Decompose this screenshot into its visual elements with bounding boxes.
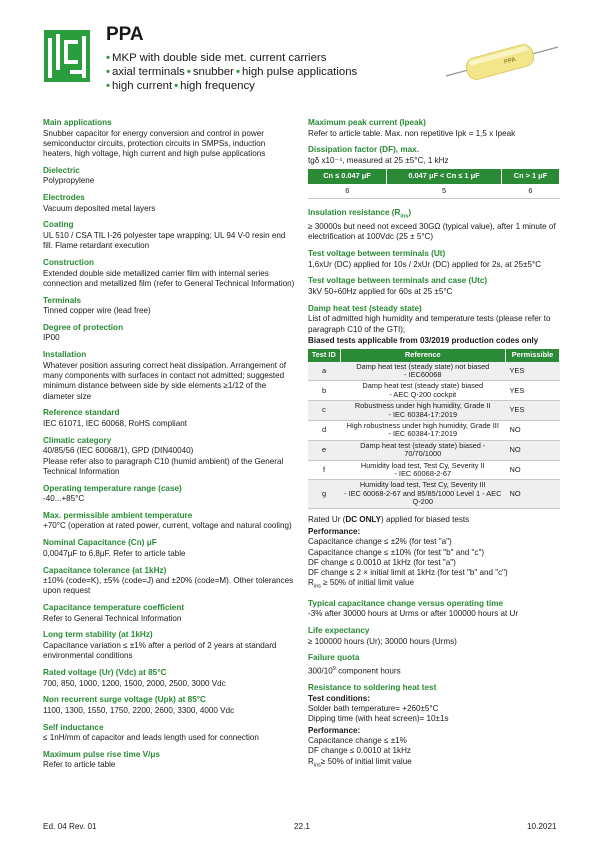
table-row [308, 420, 560, 440]
spec-text: IP00 [43, 333, 60, 343]
table-row [308, 362, 560, 381]
spec-title: Rated voltage (Ur) (Vdc) at 85°C [43, 668, 167, 678]
dh-cell-ref: Robustness under high humidity, Grade II - IEC 60384-17:2019 [340, 401, 506, 421]
dh-cell-id: b [308, 381, 340, 401]
dh-cell-perm: NO [506, 420, 560, 440]
dh-cell-perm: YES [506, 401, 560, 421]
spec-section [43, 408, 295, 429]
spec-text: Extended double side metallized carrier film with internal series connection and metallized film (refer to General Technical Information) [43, 268, 295, 288]
spec-section [43, 511, 295, 532]
spec-text: Tinned copper wire (lead free) [43, 306, 151, 316]
peak-current-text: Refer to article table. Max. non repetitive Ipk = 1,5 x Ipeak [308, 128, 516, 138]
dh-cell-id: d [308, 420, 340, 440]
performance-line: Capacitance change ≤ ±2% (for test "a") [308, 537, 452, 547]
spec-title: Non recurrent surge voltage (Upk) at 85°C [43, 695, 206, 705]
performance-list [308, 537, 560, 578]
spec-section [43, 220, 295, 251]
subtitle-item: MKP with double side met. current carriers [112, 52, 327, 64]
spec-section [43, 723, 295, 744]
dissipation-title: Dissipation factor (DF), max. [308, 145, 420, 155]
spec-section [43, 118, 295, 159]
spec-section [43, 630, 295, 661]
spec-title: Degree of protection [43, 322, 124, 332]
test-voltage-terminals-text: 1,6xUr (DC) applied for 10s / 2xUr (DC) applied for 2s, at 25±5°C [308, 259, 542, 269]
peak-current-title: Maximum peak current (Ipeak) [308, 118, 426, 127]
spec-title: Capacitance tolerance (at 1kHz) [43, 565, 167, 575]
soldering-performance: DF change ≤ 0.0010 at 1kHz [308, 746, 411, 756]
bullet-icon: • [235, 66, 240, 78]
dh-cell-id: e [308, 440, 340, 460]
spec-text: ±10% (code=K), ±5% (code=J) and ±20% (code=M). Other tolerances upon request [43, 576, 294, 596]
rated-ur-note: Rated Ur (DC ONLY) applied for biased tests [308, 514, 470, 524]
spec-title: Reference standard [43, 408, 120, 418]
life-expectancy-title: Life expectancy [308, 626, 370, 636]
dh-cell-ref: Damp heat test (steady state) biased - AEC Q-200 cockpit [340, 381, 506, 401]
spec-text: 0,0047μF to 6,8μF. Refer to article table [43, 548, 186, 558]
footer-page: 22.1 [294, 822, 310, 831]
bullet-icon: • [106, 80, 110, 92]
spec-title: Self inductance [43, 722, 104, 732]
dh-header-reference: Reference [340, 349, 506, 361]
capacitor-label: PPA [503, 57, 517, 66]
subtitle-item: high current [112, 80, 173, 92]
subtitle-item: high frequency [180, 80, 255, 92]
spec-title: Climatic category [43, 435, 112, 445]
spec-text: UL 510 / CSA TIL I-26 polyester tape wrapping; UL 94 V-0 resin end fill. Flame retardant execution [43, 230, 286, 251]
soldering-condition: Dipping time (with heat screen)= 10±1s [308, 714, 449, 724]
test-voltage-terminals-title: Test voltage between terminals (Ut) [308, 249, 446, 259]
soldering-performance-title: Performance: [308, 725, 361, 735]
company-logo [44, 30, 90, 82]
spec-text: Refer to article table [43, 760, 116, 770]
performance-title: Performance: [308, 526, 361, 536]
spec-section [43, 323, 295, 344]
damp-heat-table [308, 349, 560, 509]
spec-text: Capacitance variation ≤ ±1% after a period of 2 years at standard environmental conditions [43, 640, 277, 661]
dh-header-id: Test ID [308, 349, 340, 361]
bullet-icon: • [174, 80, 179, 92]
dh-cell-perm: NO [506, 460, 560, 480]
performance-line: DF change ≤ 2 × initial limit at 1kHz (for test "b" and "c") [308, 568, 508, 578]
failure-quota-text: $300/10^9$ component hours [308, 665, 401, 676]
dissipation-table [308, 169, 560, 199]
subtitle-item: snubber [192, 66, 234, 78]
table-row [308, 440, 560, 460]
table-row [308, 401, 560, 421]
performance-line: Capacitance change ≤ ±10% (for test "b" and "c") [308, 547, 485, 557]
failure-quota-title: Failure quota [308, 653, 360, 663]
dh-cell-perm: NO [506, 440, 560, 460]
dh-header-permissible: Permissible [506, 349, 560, 361]
soldering-condition: Solder bath temperature= +260±5°C [308, 704, 439, 714]
bullet-icon: • [106, 66, 110, 78]
spec-text: Refer to General Technical Information [43, 613, 182, 623]
table-row [308, 460, 560, 480]
spec-text: IEC 61071, IEC 60068, RoHS compliant [43, 418, 187, 428]
footer-date: 10.2021 [527, 822, 557, 831]
spec-title: Maximum pulse rise time V/μs [43, 749, 160, 759]
soldering-rins: $R_{ins}\ge 50\%$ of initial limit value [308, 756, 412, 769]
typical-change-title: Typical capacitance change versus operating time [308, 598, 504, 608]
performance-line: DF change ≤ 0.0010 at 1kHz (for test "a") [308, 557, 456, 567]
df-value: 6 [501, 184, 559, 199]
dh-cell-ref: Damp heat test (steady state) biased - 70/70/1000 [340, 440, 506, 460]
spec-section [43, 668, 295, 689]
dh-cell-perm: YES [506, 381, 560, 401]
damp-heat-title: Damp heat test (steady state) [308, 303, 422, 313]
spec-section [43, 350, 295, 402]
df-header: Cn > 1 μF [501, 169, 559, 183]
spec-title: Capacitance temperature coefficient [43, 603, 185, 613]
table-row [308, 381, 560, 401]
product-title: PPA [106, 24, 144, 45]
dh-cell-ref: High robustness under high humidity, Grade III - IEC 60384-17:2019 [340, 420, 506, 440]
left-column [43, 118, 295, 777]
footer-edition: Ed. 04 Rev. 01 [43, 822, 97, 831]
spec-section [43, 296, 295, 317]
spec-text: 700, 850, 1000, 1200, 1500, 2000, 2500, 3000 Vdc [43, 678, 226, 688]
spec-text: Snubber capacitor for energy conversion and control in power semiconductor circuits, protection circuits in SMPSs, induction heaters, high voltage, high current and high pulse applications [43, 128, 266, 159]
subtitle-item: axial terminals [112, 66, 185, 78]
spec-section [43, 258, 295, 289]
spec-title: Max. permissible ambient temperature [43, 510, 193, 520]
spec-title: Construction [43, 258, 94, 268]
spec-section [43, 695, 295, 716]
spec-title: Dielectric [43, 165, 80, 175]
subtitle-line [106, 79, 359, 93]
table-row [308, 480, 560, 508]
product-subtitle [106, 51, 359, 93]
dh-cell-id: g [308, 480, 340, 508]
spec-title: Nominal Capacitance (Cn) μF [43, 538, 157, 548]
spec-text: -40...+85°C [43, 494, 85, 504]
life-expectancy-text: ≥ 100000 hours (Ur); 30000 hours (Urms) [308, 636, 457, 646]
right-column [308, 118, 560, 777]
damp-heat-note: Biased tests applicable from 03/2019 production codes only [308, 335, 539, 345]
spec-section [43, 538, 295, 559]
spec-text: Polypropylene [43, 176, 95, 186]
spec-text: Vacuum deposited metal layers [43, 203, 156, 213]
performance-rins: $R_{ins} \ge 50\%$ of initial limit value [308, 578, 414, 591]
spec-title: Main applications [43, 118, 112, 127]
insulation-title: Insulation resistance $(R_{ins})$ [308, 207, 412, 220]
spec-title: Long term stability (at 1kHz) [43, 630, 153, 640]
df-value: 6 [308, 184, 387, 199]
dh-cell-ref: Damp heat test (steady state) not biased - IEC60068 [340, 362, 506, 381]
spec-section [43, 566, 295, 597]
spec-title: Coating [43, 220, 74, 230]
subtitle-line [106, 51, 359, 65]
soldering-title: Resistance to soldering heat test [308, 683, 437, 693]
spec-section [43, 750, 295, 771]
soldering-performance: Capacitance change ≤ ±1% [308, 736, 407, 746]
spec-title: Terminals [43, 295, 82, 305]
spec-title: Electrodes [43, 193, 85, 203]
spec-title: Operating temperature range (case) [43, 483, 182, 493]
spec-text: ≤ 1nH/mm of capacitor and leads length used for connection [43, 733, 259, 743]
spec-text: +70°C (operation at rated power, current, voltage and natural cooling) [43, 521, 292, 531]
dh-cell-id: a [308, 362, 340, 381]
dissipation-text: tgδ x10⁻⁴, measured at 25 ±5°C, 1 kHz [308, 155, 449, 165]
df-value: 5 [387, 184, 502, 199]
dh-cell-ref: Humidity load test, Test Cy, Severity III - IEC 60068-2-67 and 85/85/1000 Level 1 - AEC Q-200 [340, 480, 506, 508]
insulation-text: ≥ 30000s but need not exceed 30GΩ (typical value), after 1 minute of electrification at 100Vdc (25 ± 5°C) [308, 222, 556, 242]
dh-cell-ref: Humidity load test, Test Cy, Severity II - IEC 60068-2-67 [340, 460, 506, 480]
bullet-icon: • [186, 66, 191, 78]
dh-cell-id: f [308, 460, 340, 480]
subtitle-item: high pulse applications [241, 66, 358, 78]
dh-cell-perm: YES [506, 362, 560, 381]
capacitor-image [446, 38, 558, 86]
dh-cell-id: c [308, 401, 340, 421]
damp-heat-text: List of admitted high humidity and temperature tests (please refer to paragraph C10 of the GTI); [308, 314, 551, 334]
bullet-icon: • [106, 52, 110, 64]
df-header: Cn ≤ 0.047 μF [308, 169, 387, 183]
spec-section [43, 603, 295, 624]
subtitle-line [106, 65, 359, 79]
spec-text: Whatever position assuring correct heat dissipation. Arrangement of many components with surfaces in contact not admitted; suggested minimum distance between side by side elements ≥1/12 of the diameter size [43, 360, 286, 401]
typical-change-text: -3% after 30000 hours at Urms or after 100000 hours at Ur [308, 609, 519, 619]
spec-section [43, 484, 295, 505]
spec-text: 1100, 1300, 1550, 1750, 2200, 2600, 3300, 4000 Vdc [43, 705, 235, 715]
spec-section [43, 436, 295, 477]
spec-title: Installation [43, 350, 87, 360]
df-header: 0.047 μF < Cn ≤ 1 μF [387, 169, 502, 183]
spec-section [43, 166, 295, 187]
test-voltage-case-title: Test voltage between terminals and case (Utc) [308, 276, 488, 286]
test-voltage-case-text: 3kV 50÷60Hz applied for 60s at 25 ±5°C [308, 286, 453, 296]
spec-section [43, 193, 295, 214]
dh-cell-perm: NO [506, 480, 560, 508]
soldering-conditions-title: Test conditions: [308, 693, 370, 703]
spec-text: 40/85/56 (IEC 60068/1), GPD (DIN40040) Please refer also to paragraph C10 (humid ambient) of the General Technical Information [43, 446, 284, 476]
